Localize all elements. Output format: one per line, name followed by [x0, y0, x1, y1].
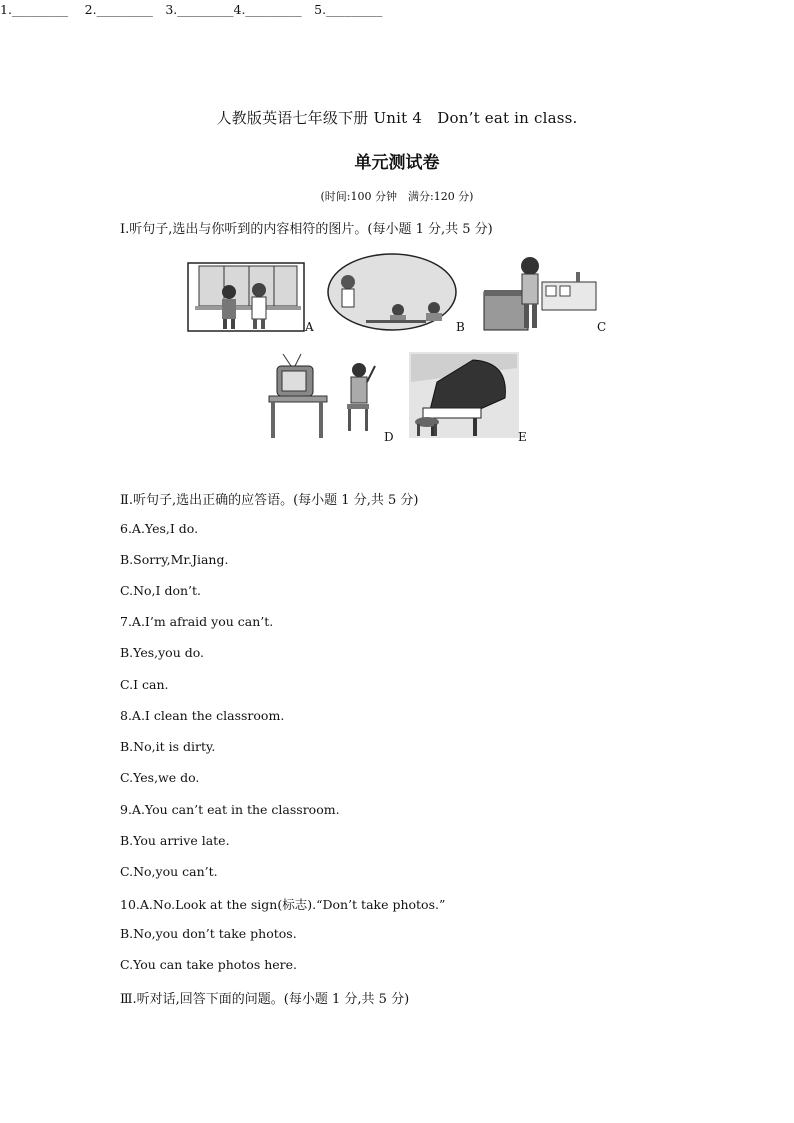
question-line: C.Yes,we do. — [120, 770, 200, 785]
picture-e — [409, 352, 519, 438]
section-3-heading: Ⅲ.听对话,回答下面的问题。(每小题 1 分,共 5 分) — [120, 992, 410, 1007]
question-line: B.No,it is dirty. — [120, 739, 216, 754]
picture-d — [265, 352, 385, 440]
picture-c-label: C — [597, 320, 607, 334]
question-line: B.Sorry,Mr.Jiang. — [120, 552, 229, 567]
question-line: B.You arrive late. — [120, 833, 230, 848]
question-line: B.Yes,you do. — [120, 645, 205, 660]
question-line: 7.A.I’m afraid you can’t. — [120, 614, 274, 629]
question-line: C.No,you can’t. — [120, 864, 218, 879]
section-1-heading: Ⅰ.听句子,选出与你听到的内容相符的图片。(每小题 1 分,共 5 分) — [120, 222, 493, 237]
question-line: 8.A.I clean the classroom. — [120, 708, 285, 723]
page-subtitle: 单元测试卷 — [354, 153, 440, 173]
question-line: 6.A.Yes,I do. — [120, 521, 199, 536]
question-line: C.I can. — [120, 677, 169, 692]
picture-d-label: D — [384, 430, 394, 444]
answer-blanks: 1._________ 2._________ 3._________4._________ 5._________ — [0, 2, 383, 17]
page-title: 人教版英语七年级下册 Unit 4 Don’t eat in class. — [216, 109, 578, 127]
picture-a-label: A — [305, 320, 314, 334]
section-2-heading: Ⅱ.听句子,选出正确的应答语。(每小题 1 分,共 5 分) — [120, 493, 419, 508]
picture-e-label: E — [518, 430, 527, 444]
question-line: C.No,I don’t. — [120, 583, 201, 598]
question-line: 10.A.No.Look at the sign(标志).“Don’t take photos.” — [120, 897, 446, 912]
question-line: 9.A.You can’t eat in the classroom. — [120, 802, 340, 817]
picture-c — [480, 252, 598, 332]
question-line: C.You can take photos here. — [120, 957, 298, 972]
exam-meta: (时间:100 分钟 满分:120 分) — [320, 190, 474, 203]
picture-a — [187, 262, 305, 332]
picture-b-label: B — [456, 320, 465, 334]
question-line: B.No,you don’t take photos. — [120, 926, 297, 941]
picture-b — [326, 252, 458, 332]
